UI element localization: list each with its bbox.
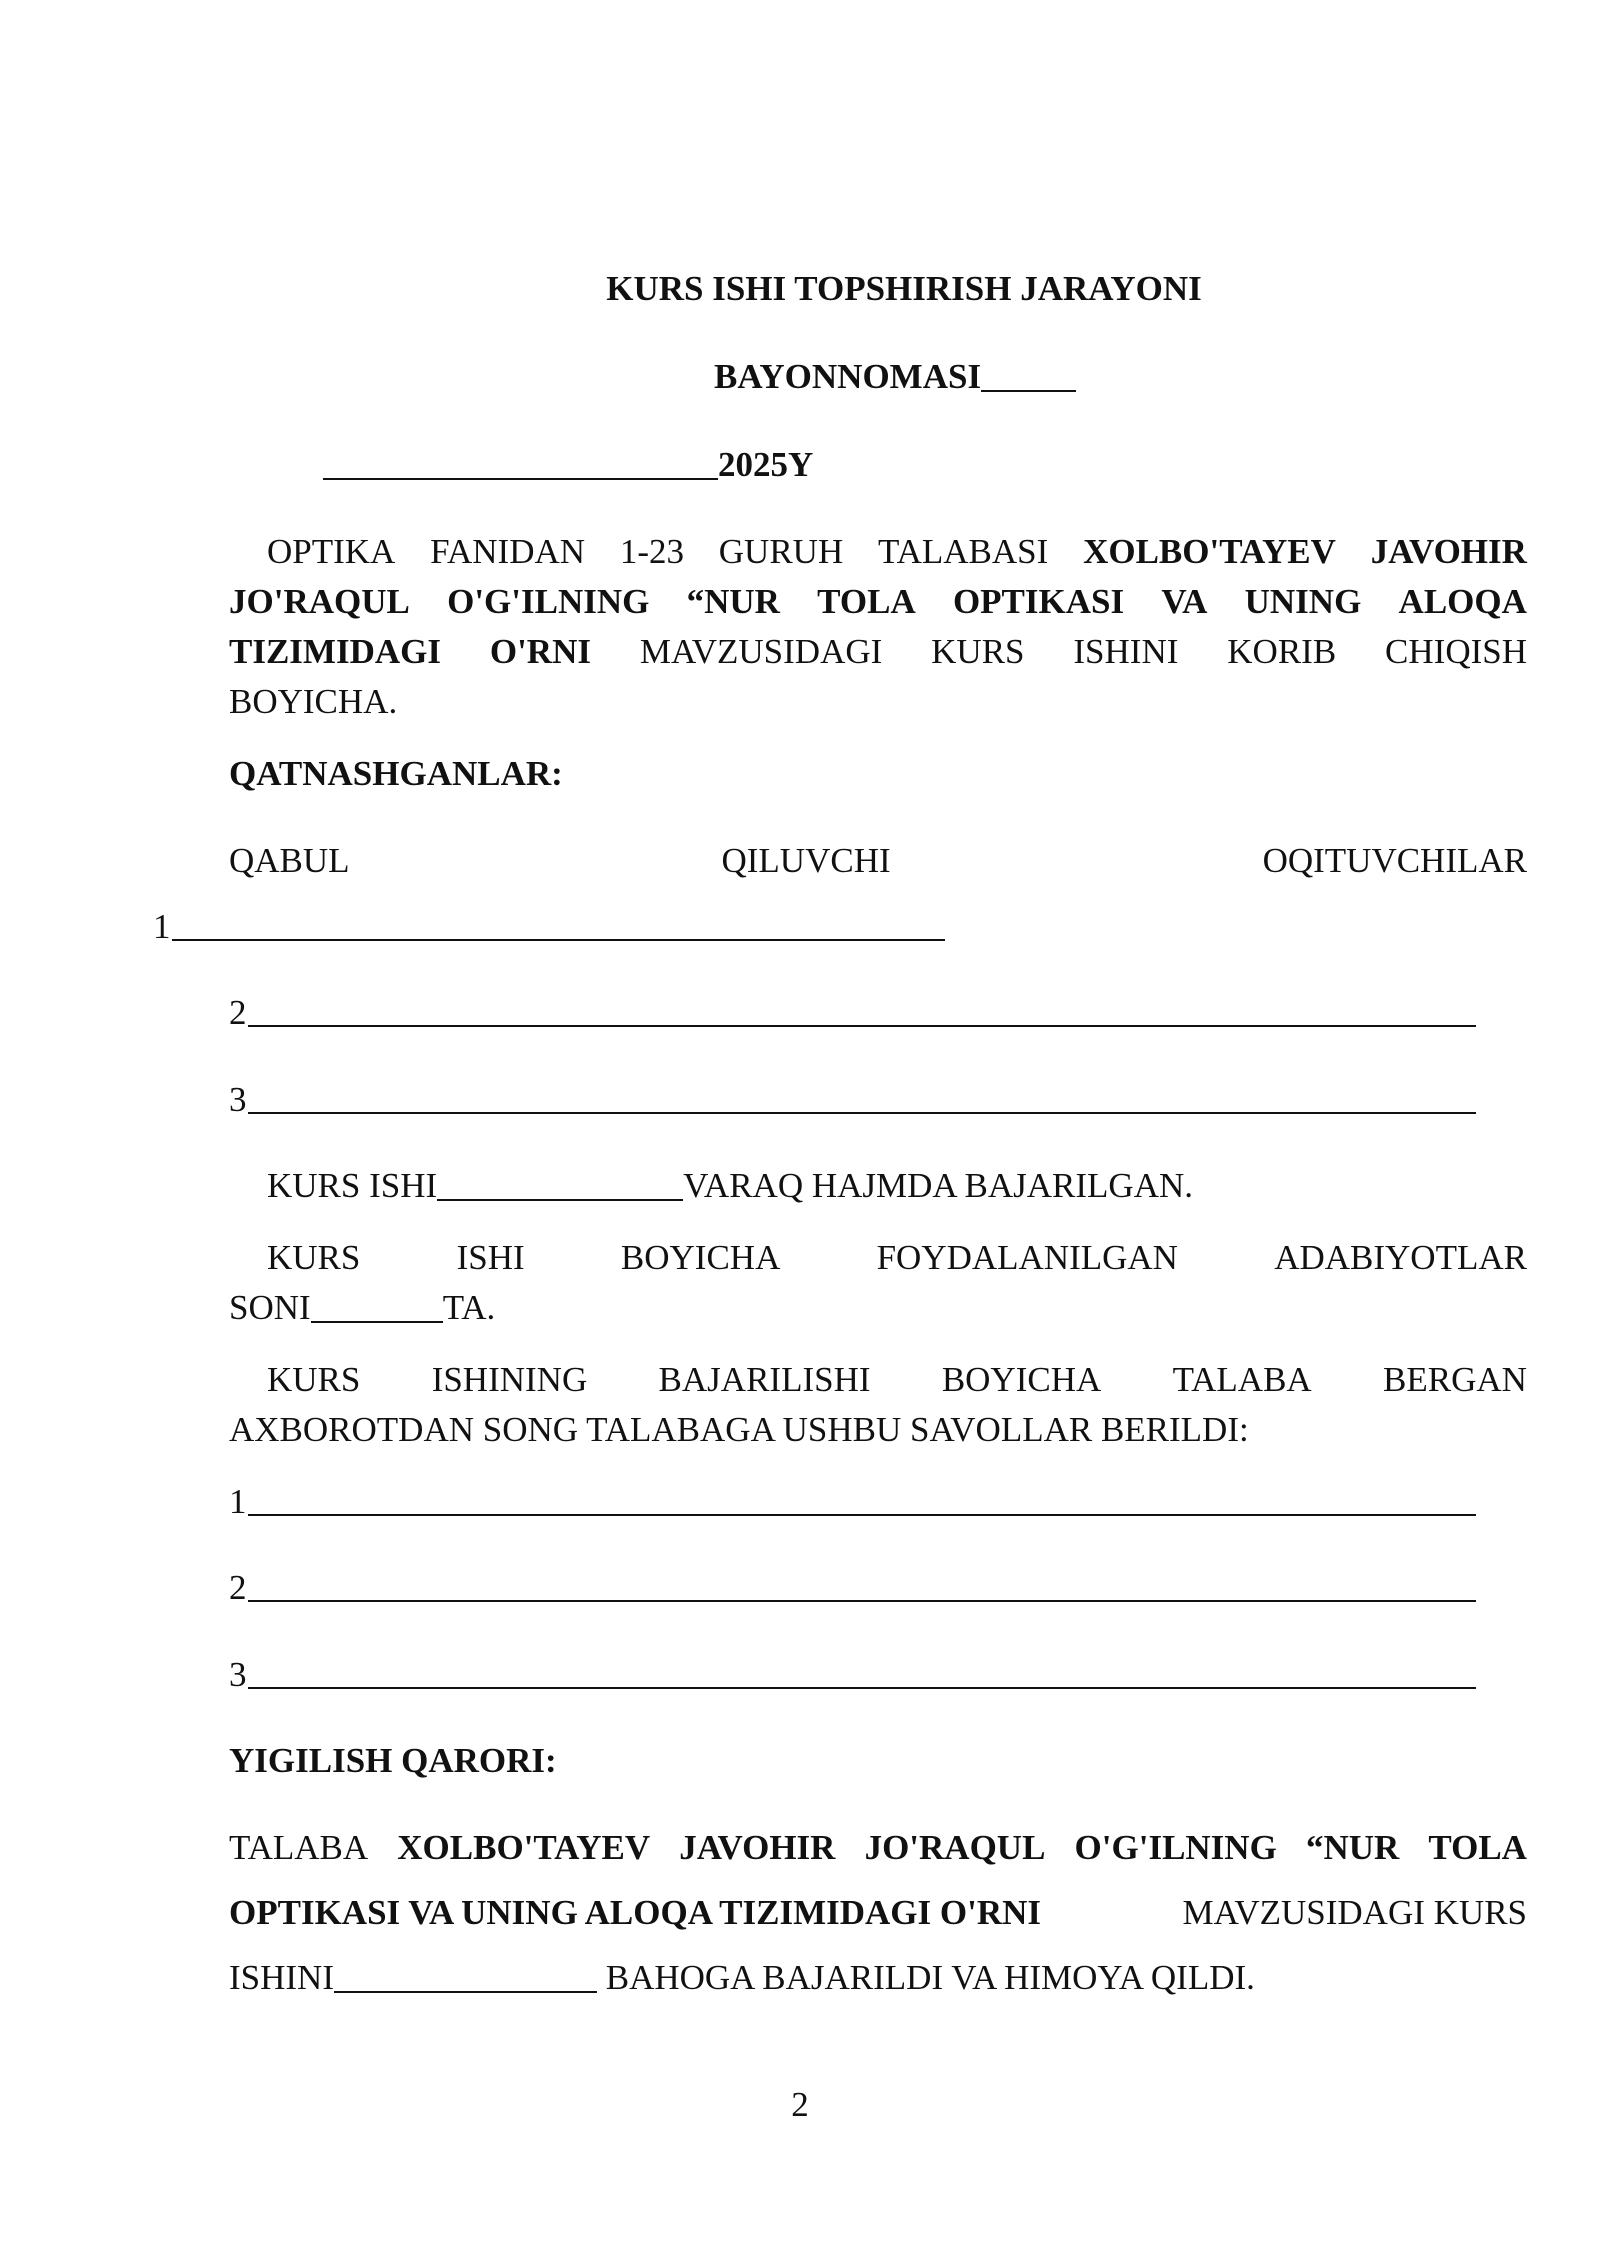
intro-line-2: JO'RAQUL O'G'ILNING “NUR TOLA OPTIKASI VA UNING ALOQA: [229, 582, 1527, 621]
page-number: 2: [791, 2085, 809, 2124]
date-line: 2025Y: [323, 440, 813, 490]
participants-heading: QATNASHGANLAR:: [229, 754, 563, 793]
intro-line-1: OPTIKA FANIDAN 1-23 GURUH TALABASI XOLBO'TAYEV JAVOHIR: [267, 532, 1527, 571]
questions-line-1: KURS ISHINING BAJARILISHI BOYICHA TALABA BERGAN: [267, 1360, 1527, 1399]
teacher-line-3: 3: [229, 1075, 1476, 1125]
questions-line-2: AXBOROTDAN SONG TALABAGA USHBU SAVOLLAR BERILDI:: [229, 1410, 1249, 1449]
literature-line-1: KURS ISHI BOYICHA FOYDALANILGAN ADABIYOTLAR: [267, 1238, 1527, 1277]
volume-line: KURS ISHI VARAQ HAJMDA BAJARILGAN.: [267, 1166, 1193, 1205]
question-line-1: 1: [229, 1477, 1476, 1527]
decision-line-2: OPTIKASI VA UNING ALOQA TIZIMIDAGI O'RNI MAVZUSIDAGI KURS: [229, 1893, 1527, 1932]
intro-line-3: TIZIMIDAGI O'RNI MAVZUSIDAGI KURS ISHINI KORIB CHIQISH: [229, 632, 1527, 671]
document-subtitle: BAYONNOMASI: [714, 352, 1076, 402]
question-line-3: 3: [229, 1650, 1476, 1700]
decision-line-1: TALABA XOLBO'TAYEV JAVOHIR JO'RAQUL O'G'ILNING “NUR TOLA: [229, 1828, 1527, 1867]
decision-line-3: ISHINI BAHOGA BAJARILDI VA HIMOYA QILDI.: [229, 1958, 1255, 1997]
question-line-2: 2: [229, 1563, 1476, 1613]
teachers-label: QABUL QILUVCHI OQITUVCHILAR: [229, 841, 1527, 880]
intro-line-4: BOYICHA.: [229, 682, 398, 721]
document-title: KURS ISHI TOPSHIRISH JARAYONI: [606, 269, 1202, 308]
teacher-line-1: 1: [153, 902, 945, 952]
decision-heading: YIGILISH QARORI:: [229, 1741, 557, 1780]
literature-line-2: SONI TA.: [229, 1288, 496, 1327]
teacher-line-2: 2: [229, 988, 1476, 1038]
